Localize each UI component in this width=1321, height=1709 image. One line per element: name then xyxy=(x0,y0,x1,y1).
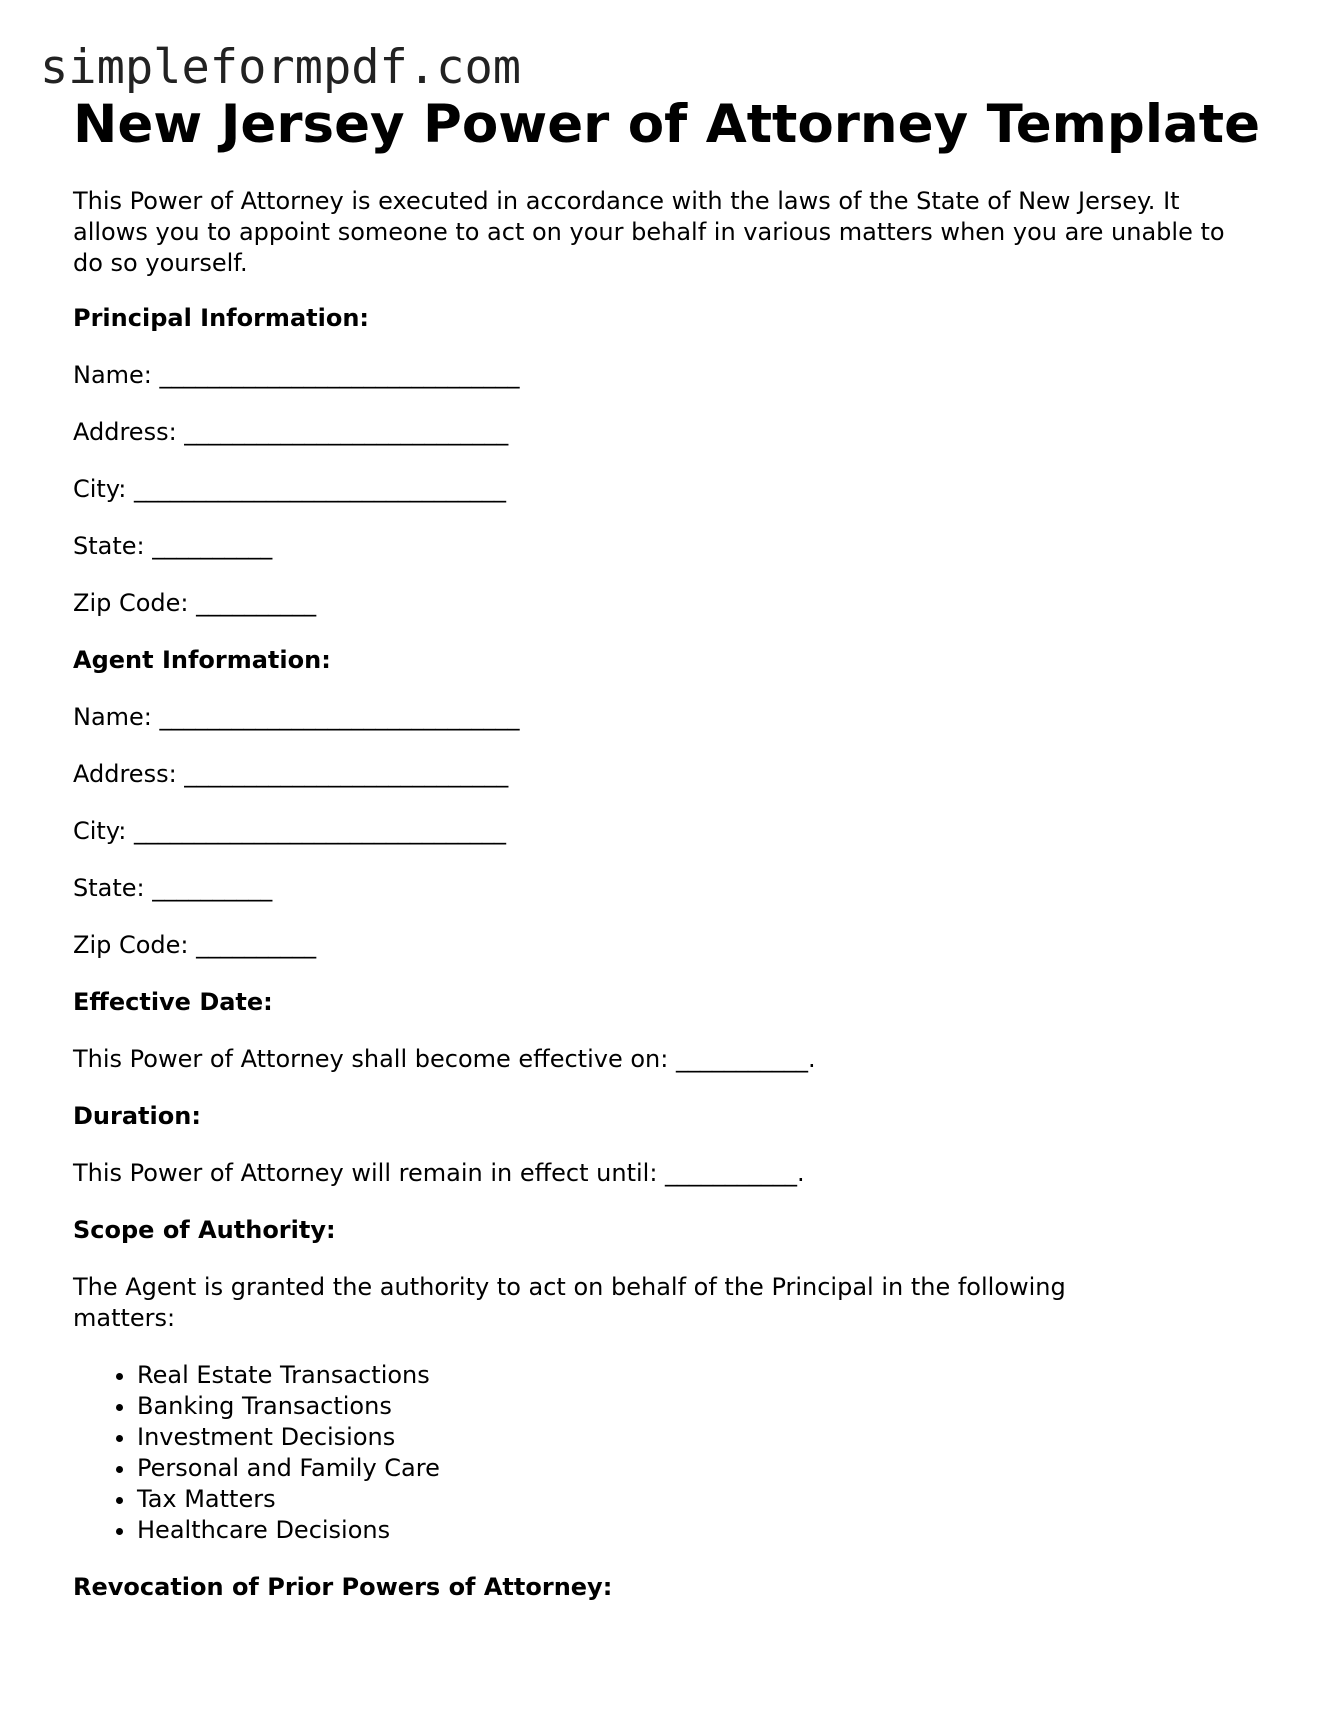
document-page xyxy=(73,92,1261,1603)
principal-address-field: Address: ___________________________ xyxy=(73,418,509,446)
authority-list xyxy=(73,1360,1253,1546)
list-item: • Real Estate Transactions xyxy=(137,1360,1253,1391)
agent-name-field: Name: ______________________________ xyxy=(73,703,520,731)
intro-paragraph: This Power of Attorney is executed in accordance with the laws of the State of New Jersey. It allows you to appoint someone to act on your behalf in various matters when you are unable to do so yourself. xyxy=(73,187,1225,277)
list-item: • Personal and Family Care xyxy=(137,1453,1253,1484)
principal-name-field: Name: ______________________________ xyxy=(73,361,520,389)
list-item: • Investment Decisions xyxy=(137,1422,1253,1453)
scope-text: The Agent is granted the authority to act on behalf of the Principal in the following matters: xyxy=(73,1273,1066,1332)
effective-date-heading: Effective Date: xyxy=(73,988,273,1016)
agent-zip-field: Zip Code: __________ xyxy=(73,931,317,959)
site-watermark: simpleformpdf.com xyxy=(40,40,522,95)
page-title: New Jersey Power of Attorney Template xyxy=(73,94,1261,155)
revocation-heading: Revocation of Prior Powers of Attorney: xyxy=(73,1573,613,1601)
principal-heading: Principal Information: xyxy=(73,304,370,332)
list-item: • Banking Transactions xyxy=(137,1391,1253,1422)
principal-state-field: State: __________ xyxy=(73,532,273,560)
principal-zip-field: Zip Code: __________ xyxy=(73,589,317,617)
agent-heading: Agent Information: xyxy=(73,646,331,674)
agent-state-field: State: __________ xyxy=(73,874,273,902)
list-item: • Healthcare Decisions xyxy=(137,1515,1253,1546)
principal-city-field: City: _______________________________ xyxy=(73,475,507,503)
agent-address-field: Address: ___________________________ xyxy=(73,760,509,788)
duration-text: This Power of Attorney will remain in effect until: ___________. xyxy=(73,1159,805,1187)
list-item: • Tax Matters xyxy=(137,1484,1253,1515)
duration-heading: Duration: xyxy=(73,1102,201,1130)
agent-city-field: City: _______________________________ xyxy=(73,817,507,845)
effective-date-text: This Power of Attorney shall become effective on: ___________. xyxy=(73,1045,816,1073)
scope-heading: Scope of Authority: xyxy=(73,1216,336,1244)
